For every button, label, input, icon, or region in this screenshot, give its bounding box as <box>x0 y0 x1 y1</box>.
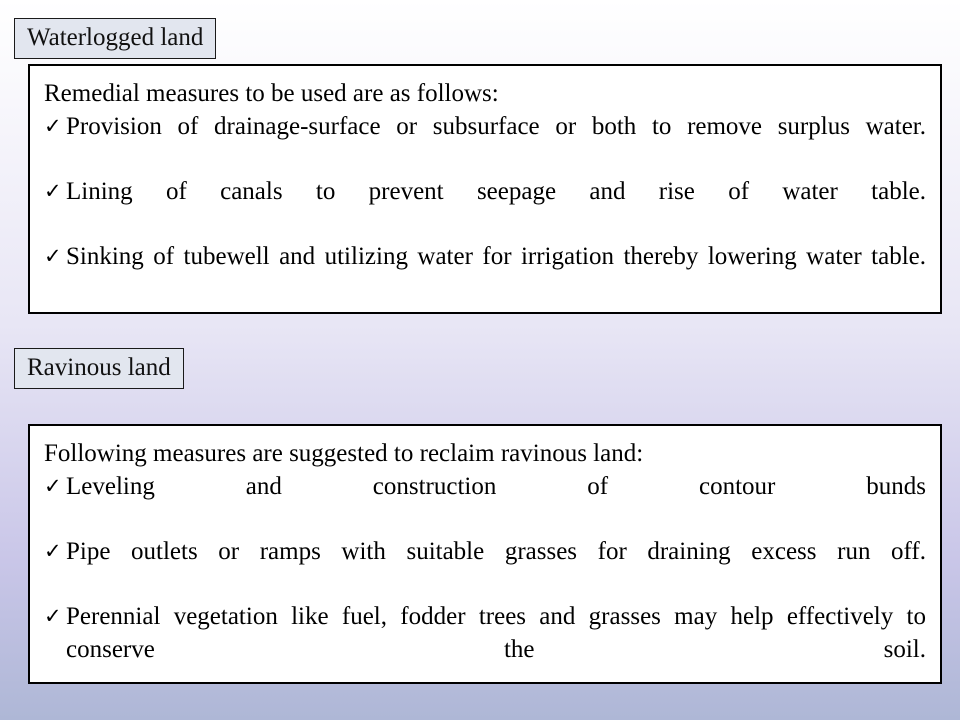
intro-text-waterlogged: Remedial measures to be used are as follows: <box>44 80 499 107</box>
list-item-text: Provision of drainage-surface or subsurface or both to remove surplus water. <box>66 113 926 141</box>
check-icon: ✓ <box>44 244 62 269</box>
intro-text-ravinous: Following measures are suggested to reclaim ravinous land: <box>44 440 644 467</box>
check-icon: ✓ <box>44 474 62 499</box>
list-item <box>44 111 926 176</box>
list-item-text: Lining of canals to prevent seepage and rise of water table. <box>66 178 926 206</box>
content-box-ravinous <box>28 424 942 684</box>
check-icon: ✓ <box>44 179 62 204</box>
bullet-list-waterlogged <box>44 111 926 306</box>
list-item <box>44 176 926 241</box>
list-item-text: Pipe outlets or ramps with suitable grasses for draining excess run off. <box>66 538 926 566</box>
section-title-waterlogged: Waterlogged land <box>14 18 216 59</box>
list-item-text: Sinking of tubewell and utilizing water for irrigation thereby lowering water table. <box>66 243 926 271</box>
content-box-waterlogged <box>28 64 942 314</box>
list-item <box>44 471 926 536</box>
check-icon: ✓ <box>44 539 62 564</box>
list-item <box>44 241 926 306</box>
check-icon: ✓ <box>44 604 62 629</box>
list-item <box>44 536 926 601</box>
list-item <box>44 601 926 699</box>
bullet-list-ravinous <box>44 471 926 699</box>
check-icon: ✓ <box>44 114 62 139</box>
list-item-text: Leveling and construction of contour bunds <box>66 473 926 501</box>
section-title-ravinous: Ravinous land <box>14 348 184 389</box>
list-item-text: Perennial vegetation like fuel, fodder trees and grasses may help effectively to conserve the soil. <box>66 603 926 663</box>
